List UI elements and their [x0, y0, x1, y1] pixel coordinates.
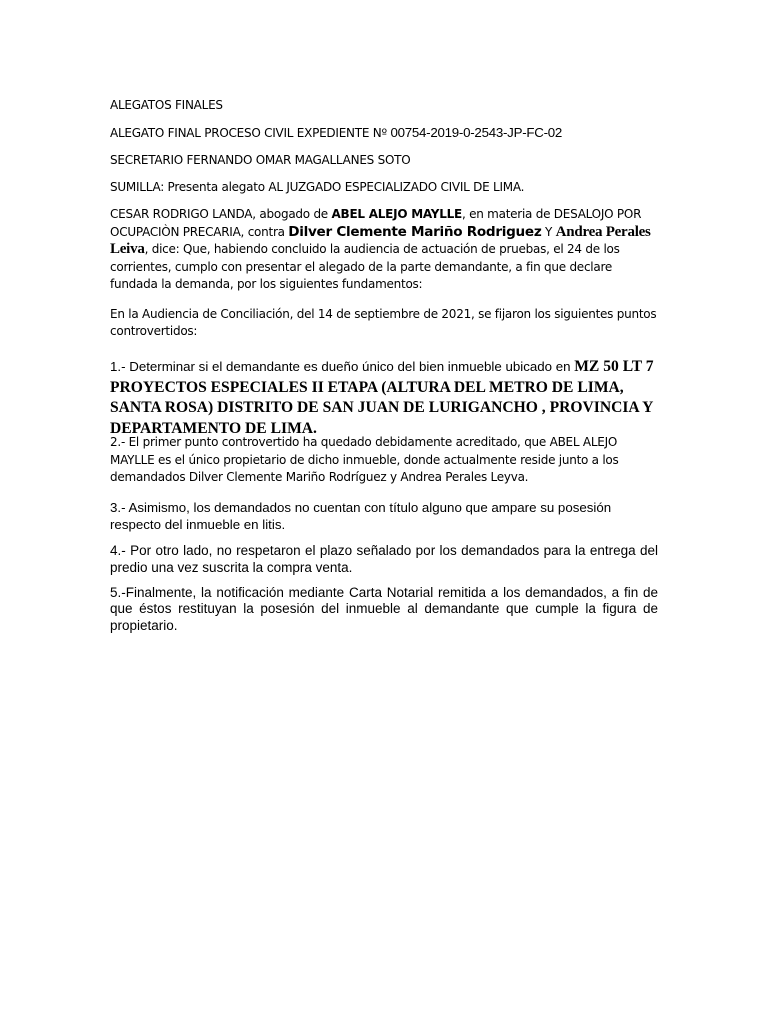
- demandado-2: Andrea Perales Leiva: [110, 223, 651, 257]
- intro-paragraph: [110, 206, 658, 294]
- punto-2: 2.- El primer punto controvertido ha quedado debidamente acreditado, que ABEL ALEJO MAYLLE es el único propietario de dicho inmueble, donde actualmente reside junto a los demandados Dilver Clemente Mariño Rodríguez y Andrea Perales Leyva.: [110, 435, 619, 484]
- punto-3: 3.- Asimismo, los demandados no cuentan con título alguno que ampare su posesión respecto del inmueble en litis.: [110, 500, 612, 533]
- audiencia-paragraph: En la Audiencia de Conciliación, del 14 de septiembre de 2021, se fijaron los siguientes puntos controvertidos:: [110, 307, 657, 338]
- punto-1-address: MZ 50 LT 7 PROYECTOS ESPECIALES II ETAPA (ALTURA DEL METRO DE LIMA, SANTA ROSA) DISTRITO DE SAN JUAN DE LURIGANCHO , PROVINCIA Y DEPARTAMENTO DE LIMA.: [110, 358, 654, 437]
- secretario-line: SECRETARIO FERNANDO OMAR MAGALLANES SOTO: [110, 153, 411, 167]
- expediente-line: [110, 125, 658, 140]
- intro-text-4: , dice: Que, habiendo concluido la audiencia de actuación de pruebas, el 24 de los corrientes, cumplo con presentar el alegado de la parte demandante, a fin que declare fundada la demanda, por los siguientes fundamentos:: [110, 242, 620, 291]
- punto-1: [110, 356, 658, 438]
- document-heading: ALEGATOS FINALES: [110, 98, 223, 112]
- expediente-number: 00754-2019-0-2543-JP-FC-02: [390, 125, 563, 140]
- client-name: ABEL ALEJO MAYLLE: [331, 207, 462, 221]
- expediente-prefix: ALEGATO FINAL PROCESO CIVIL EXPEDIENTE Nº: [110, 126, 391, 140]
- sumilla-line: SUMILLA: Presenta alegato AL JUZGADO ESPECIALIZADO CIVIL DE LIMA.: [110, 180, 525, 194]
- intro-text-2: , en materia de DESALOJO POR OCUPACIÒN PRECARIA, contra: [110, 207, 642, 239]
- intro-text-1: CESAR RODRIGO LANDA, abogado de: [110, 207, 332, 221]
- demandado-1: Dilver Clemente Mariño Rodriguez: [288, 223, 542, 240]
- punto-1-text: 1.- Determinar si el demandante es dueño único del bien inmueble ubicado en: [110, 359, 575, 374]
- punto-4: 4.- Por otro lado, no respetaron el plazo señalado por los demandados para la entrega del predio una vez suscrita la compra venta.: [110, 542, 658, 575]
- intro-text-3: Y: [541, 224, 556, 239]
- punto-5: 5.-Finalmente, la notificación mediante Carta Notarial remitida a los demandados, a fin de que éstos restituyan la posesión del inmueble al demandante que cumple la figura de propietario.: [110, 584, 658, 633]
